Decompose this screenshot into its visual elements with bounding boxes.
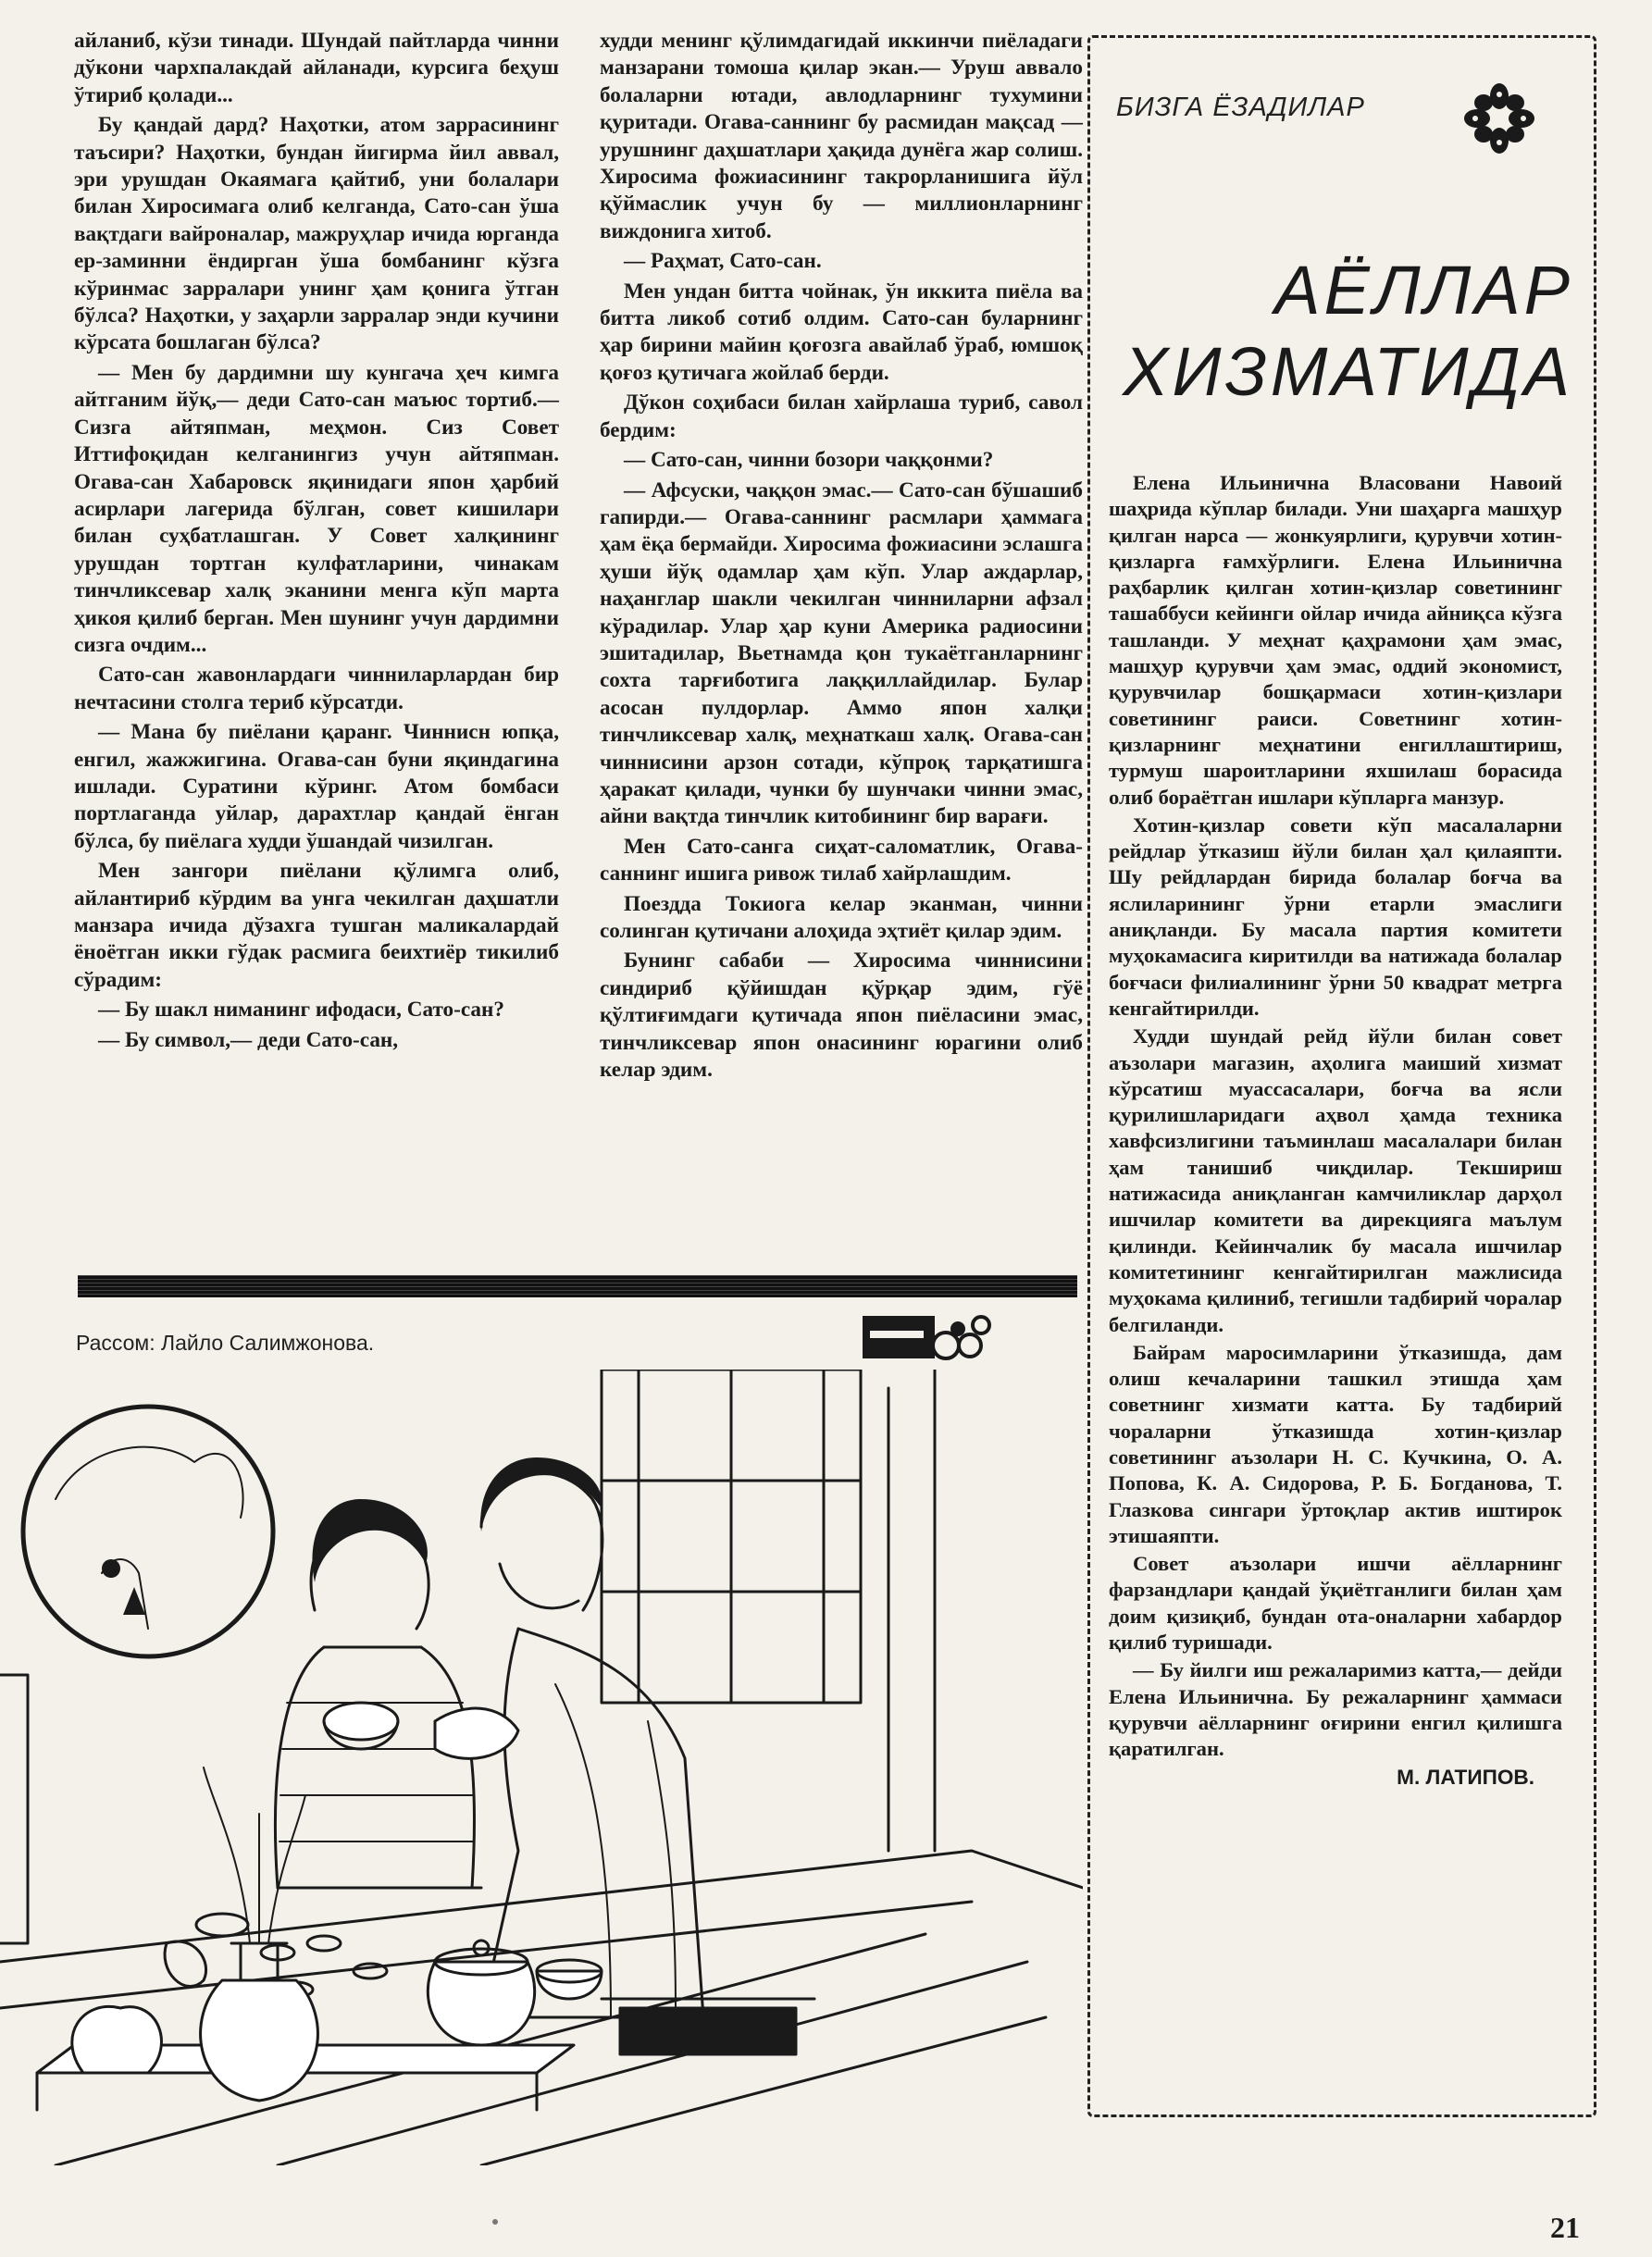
page-number: 21 [1550,2211,1580,2244]
paragraph: Сато-сан жавонлардаги чинниларлардан бир нечтасини столга териб кўрсатди. [74,663,559,714]
rubric-label: БИЗГА ЁЗАДИЛАР [1116,93,1365,122]
paragraph: Дўкон соҳибаси билан хайрлаша туриб, савол бердим: [600,391,1083,442]
paragraph: — Бу йилги иш режаларимиз катта,— дейди Елена Ильинична. Бу режаларнинг ҳаммаси қурувчи аёлларнинг оғирини енгил қилишга қаратилган. [1109,1658,1562,1761]
paragraph: — Мана бу пиёлани қаранг. Чиннисн юпқа, енгил, жажжигина. Огава-сан буни яқиндагина ишлади. Суратини кўринг. Атом бомбаси портлаганда уйлар, дарахтлар қандай ёнган бўлса, бу пиёлага худди ўшандай чизилган. [74,720,559,853]
paragraph: Елена Ильинична Власовани Навоий шаҳрида кўплар билади. Уни шаҳарга машҳур қилган нарса — жонкуярлиги, қурувчи хотин-қизларга ғамхўрлиги. Елена Ильинична раҳбарлик қилган хотин-қизлар советининг ташаббуси кейинги ойлар ичида айниқса кўзга ташланди. У меҳнат қаҳрамони ҳам эмас, машҳур қурувчи ҳам эмас, оддий экономист, қурувчилар бошқармаси хотин-қизлари советининг раиси. Советнинг хотин-қизларнинг меҳнатини енгиллаштириш, турмуш шароитларини яхшилаш борасида олиб бораётган ишлари кўпларга манзур. [1109,471,1562,809]
title-line: АЁЛЛАР [1274,252,1573,329]
tea-ceremony-illustration [0,1370,1083,2165]
paragraph: Бу қандай дард? Наҳотки, атом заррасининг таъсири? Наҳотки, бундан йигирма йил аввал, эри урушдан Окаямага қайтиб, уни болалари билан Хиросимага олиб келганда, Сато-сан ўша вақтдаги вайроналар, мажруҳлар ичида юрганда ер-заминни ёндирган ўша бомбанинг кўзга кўринмас зарралари унинг ҳам қонига ўтган бўлса? Наҳотки, у заҳарли зарралар энди кучини кўрсата бошлаган бўлса? [74,113,559,355]
paragraph: — Мен бу дардимни шу кунгача ҳеч кимга айтганим йўқ,— деди Сато-сан маъюс тортиб.— Сизга айтяпман, меҳмон. Сиз Совет Иттифоқидан келганингиз учун айтяпман. Огава-сан Хабаровск яқинидаги япон ҳарбий асирлари лагерида бўлган, совет кишилари билан суҳбатлашган. У Совет халқининг урушдан тортган кулфатларини, чинакам тинчликсевар халқ эканини менга кўп марта ҳикоя қилиб берган. Мен шунинг учун дардимни сизга очдим... [74,360,559,657]
paragraph: Байрам маросимларини ўтказишда, дам олиш кечаларини ташкил этишда ҳам советнинг хизмати катта. Бу тадбирий чораларни ўтказишда хотин-қизлар советининг аъзолари Н. С. Кучкина, О. А. Попова, К. А. Сидорова, Р. Б. Богданова, Т. Глазкова сингари ўртоқлар актив иштирок этишаяпти. [1109,1340,1562,1547]
paragraph: худди менинг қўлимдагидай иккинчи пиёладаги манзарани томоша қилар экан.— Уруш аввало болаларни ютади, авлодларнинг тухумини қуритади. Огава-саннинг бу расмидан мақсад — урушнинг даҳшатлари ҳақида дунёга жар солиш. Хиросима фожиасининг такрорланишига йўл қўймаслик учун бу — миллионларнинг виждонига хитоб. [600,29,1083,243]
decorative-emblem-icon [861,1312,995,1368]
paragraph: — Сато-сан, чинни бозори чаққонми? [624,448,994,473]
paragraph: айланиб, кўзи тинади. Шундай пайтларда чинни дўкони чархпалакдай айланади, курсига беҳуш ўтириб қолади... [74,29,559,107]
title-line: ХИЗМАТИДА [1123,333,1573,410]
paragraph: — Бу шакл ниманинг ифодаси, Сато-сан? [98,998,504,1023]
paragraph: — Раҳмат, Сато-сан. [624,249,822,274]
paragraph: Мен ундан битта чойнак, ўн иккита пиёла ва битта ликоб сотиб олдим. Сато-сан буларнинг ҳар бирини майин қоғозга авайлаб ўраб, юмшоқ қоғоз қутичага жойлаб берди. [600,279,1083,385]
paragraph: Худди шундай рейд йўли билан совет аъзолари магазин, аҳолига маиший хизмат кўрсатиш муассасалари, боғча ва ясли қурилишларидаги аҳвол ҳамда техника хавфсизлигини таъминлаш масалалари билан ҳам танишиб чиқдилар. Текшириш натижасида аниқланган камчиликлар дарҳол ишчилар комитети ва дирекцияга маълум қилинди. Кейинчалик бу масала ишчилар комитетининг кенгайтирилган мажлисида муҳокама қилиниб, тегишли тадбирий чоралар белгиланди. [1109,1024,1562,1336]
paragraph: — Бу символ,— деди Сато-сан, [98,1027,399,1052]
author-signature: М. ЛАТИПОВ. [1397,1765,1534,1789]
paragraph: Мен Сато-санга сиҳат-саломатлик, Огава-саннинг ишига ривож тилаб хайрлашдим. [600,834,1083,887]
sidebar-title [1111,250,1573,413]
paragraph: Поездда Токиога келар эканман, чинни солинган қутичани алоҳида эҳтиёт қилар эдим. [600,891,1083,943]
sidebar-text [1109,470,1562,1792]
credit-label: Рассом: [76,1331,155,1355]
credit-name: Лайло Салимжонова. [161,1331,375,1355]
paragraph: — Афсуски, чаққон эмас.— Сато-сан бўшашиб гапирди.— Огава-саннинг расмлари ҳаммага ҳам ёқа бермайди. Хиросима фожиасини эслашга ҳуши йўқ одамлар ҳам кўп. Улар аждарлар, наҳанглар шакли чекилган чинниларни афзал кўрадилар. Улар ҳар куни Америка радиосини эшитадилар, Вьетнамда қон тукаётганларнинг сохта тарғиботига лаққиллайдилар. Булар асосан пулдорлар. Аммо япон халқи тинчликсевар халқ, меҳнаткаш халқ. Огава-сан чиннисини арзон сотади, кўпроқ тарқатишга ҳаракат қилади, чунки бу шунчаки чинни эмас, айни вақтда тинчлик китобининг бир варағи. [600,477,1083,829]
flower-ornament-icon [1462,81,1536,155]
article-column-left [74,28,559,1057]
illustration-credit [76,1331,374,1356]
paragraph: Бунинг сабаби — Хиросима чиннисини синдириб қўйишдан қўрқар эдим, гўё қўлтиғимдаги қутичада япон пиёласини эмас, тинчликсевар япон онасининг юрагини олиб келар эдим. [600,949,1083,1083]
paragraph: Мен зангори пиёлани қўлимга олиб, айлантириб кўрдим ва унга чекилган даҳшатли манзара ичида дўзахга тушган маликалардай ёноётган икки гўдак расмига беихтиёр тикилиб сўрадим: [74,859,559,992]
paragraph: Совет аъзолари ишчи аёлларнинг фарзандлари қандай ўқиётганлиги билан ҳам доим қизиқиб, бундан ота-оналарни хабардор қилиб туришади. [1109,1552,1562,1655]
page-speck [492,2219,498,2225]
article-column-middle [600,28,1083,1086]
paragraph: Хотин-қизлар совети кўп масалаларни рейдлар ўтказиш йўли билан ҳал қилаяпти. Шу рейдлардан бирида болалар боғча ва яслиларининг ўрни етарли эмаслиги аниқланди. Бу масала партия комитети муҳокамасига киритилди ва натижада болалар боғчаси филиалининг ўрни 50 квадрат метрга кенгайтирилди. [1109,812,1562,1020]
section-divider [78,1275,1077,1297]
